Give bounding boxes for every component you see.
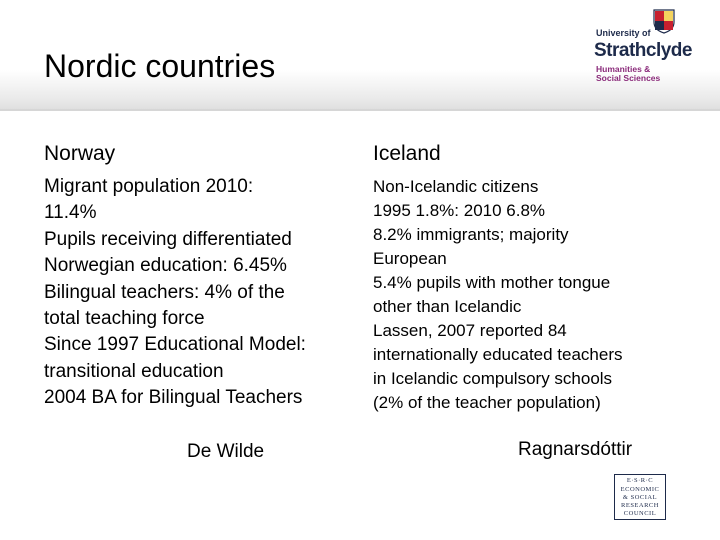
esrc-logo-line: ECONOMIC (620, 486, 660, 493)
logo-university-of: University of (596, 28, 651, 38)
norway-line: 2004 BA for Bilingual Teachers (44, 387, 303, 409)
iceland-line: European (373, 249, 447, 268)
esrc-logo-line: & SOCIAL (622, 494, 658, 501)
iceland-heading: Iceland (373, 142, 441, 165)
iceland-line: internationally educated teachers (373, 345, 623, 364)
iceland-attribution: Ragnarsdóttir (518, 439, 633, 460)
slide-title: Nordic countries (44, 48, 276, 84)
esrc-logo-line: RESEARCH (621, 502, 659, 509)
iceland-line: in Icelandic compulsory schools (373, 369, 613, 388)
esrc-logo-line: COUNCIL (623, 510, 657, 517)
iceland-line: 5.4% pupils with mother tongue (373, 273, 611, 292)
university-logo (588, 8, 698, 84)
iceland-line: other than Icelandic (373, 297, 522, 316)
norway-line: Norwegian education: 6.45% (44, 255, 287, 277)
iceland-line: Lassen, 2007 reported 84 (373, 321, 567, 340)
crest-icon (652, 8, 676, 34)
norway-attribution: De Wilde (187, 441, 265, 462)
logo-social-sciences: Social Sciences (596, 73, 661, 83)
iceland-text (373, 175, 623, 415)
iceland-line: 1995 1.8%: 2010 6.8% (373, 201, 546, 220)
norway-line: total teaching force (44, 308, 205, 330)
norway-line: Migrant population 2010: (44, 176, 254, 197)
esrc-logo (614, 474, 666, 520)
norway-text (44, 174, 306, 412)
norway-line: Since 1997 Educational Model: (44, 334, 306, 356)
norway-line: Pupils receiving differentiated (44, 228, 292, 250)
iceland-line: Non-Icelandic citizens (373, 177, 539, 196)
norway-line: 11.4% (44, 202, 97, 224)
esrc-logo-line: E·S·R·C (626, 477, 654, 484)
norway-heading: Norway (44, 142, 116, 165)
norway-line: transitional education (44, 360, 224, 382)
logo-strathclyde: Strathclyde (594, 40, 692, 61)
title-divider (0, 109, 720, 111)
iceland-line: 8.2% immigrants; majority (373, 225, 569, 244)
iceland-line: (2% of the teacher population) (373, 393, 601, 412)
logo-humanities: Humanities & (596, 64, 651, 74)
norway-line: Bilingual teachers: 4% of the (44, 281, 285, 303)
